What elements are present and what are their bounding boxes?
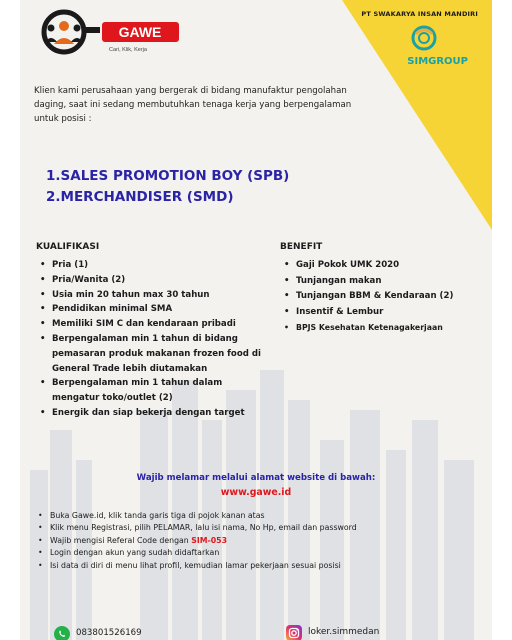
kualifikasi-title: KUALIFIKASI	[36, 242, 100, 252]
list-item: • Pendidikan minimal SMA	[38, 302, 268, 317]
instagram-handle: loker.simmedan	[308, 627, 380, 637]
instagram-icon	[286, 625, 302, 640]
list-item: • Tunjangan BBM & Kendaraan (2)	[282, 289, 492, 305]
intro-text: Klien kami perusahaan yang bergerak di bidang manufaktur pengolahan daging, saat ini sedang membutuhkan tenaga kerja yang berpengalaman untuk posisi :	[34, 86, 352, 124]
list-item: • Tunjangan makan	[282, 274, 492, 290]
apply-title: Wajib melamar melalui alamat website di bawah:	[136, 473, 376, 483]
website-link[interactable]: www.gawe.id	[220, 487, 292, 498]
apply-steps	[36, 510, 416, 572]
phone-number: 083801526169	[76, 628, 142, 638]
list-item: • Login dengan akun yang sudah didaftarkan	[36, 547, 416, 559]
whatsapp-icon	[54, 626, 70, 640]
list-item: • Memiliki SIM C dan kendaraan pribadi	[38, 317, 268, 332]
position-2: 2.MERCHANDISER (SMD)	[46, 189, 234, 205]
referral-code: SIM-053	[191, 535, 228, 545]
positions	[46, 166, 289, 208]
list-item	[36, 535, 416, 547]
gawe-logo	[38, 8, 183, 56]
simgroup-wordmark: SIMGROUP	[407, 56, 468, 67]
brand-name: GAWE	[118, 24, 162, 40]
position-1: 1.SALES PROMOTION BOY (SPB)	[46, 168, 290, 184]
list-item: • Buka Gawe.id, klik tanda garis tiga di pojok kanan atas	[36, 510, 416, 522]
list-item: • Klik menu Registrasi, pilih PELAMAR, lalu isi nama, No Hp, email dan password	[36, 522, 416, 534]
list-item: • Usia min 20 tahun max 30 tahun	[38, 288, 268, 303]
list-item: • Gaji Pokok UMK 2020	[282, 258, 492, 274]
benefit-list	[282, 258, 492, 336]
list-item: • Berpengalaman min 1 tahun dalam mengatur toko/outlet (2)	[38, 376, 268, 406]
brand-tagline: Cari, Klik, Kerja	[109, 47, 147, 53]
list-item: • Isi data di diri di menu lihat profil, kemudian lamar pekerjaan sesuai posisi	[36, 560, 416, 572]
step-text: Wajib mengisi Referal Code dengan	[50, 535, 192, 545]
list-item: • BPJS Kesehatan Ketenagakerjaan	[282, 320, 492, 336]
list-item: • Pria (1)	[38, 258, 268, 273]
list-item: • Energik dan siap bekerja dengan target	[38, 406, 268, 421]
list-item: • Pria/Wanita (2)	[38, 273, 268, 288]
benefit-title: BENEFIT	[280, 242, 323, 252]
list-item: • Insentif & Lembur	[282, 305, 492, 321]
company-name: PT SWAKARYA INSAN MANDIRI	[361, 10, 478, 18]
simgroup-logo-icon	[410, 24, 438, 52]
list-item: • Berpengalaman min 1 tahun di bidang pemasaran produk makanan frozen food di General Trade lebih diutamakan	[38, 332, 268, 376]
poster	[20, 0, 492, 640]
kualifikasi-list	[38, 258, 268, 421]
